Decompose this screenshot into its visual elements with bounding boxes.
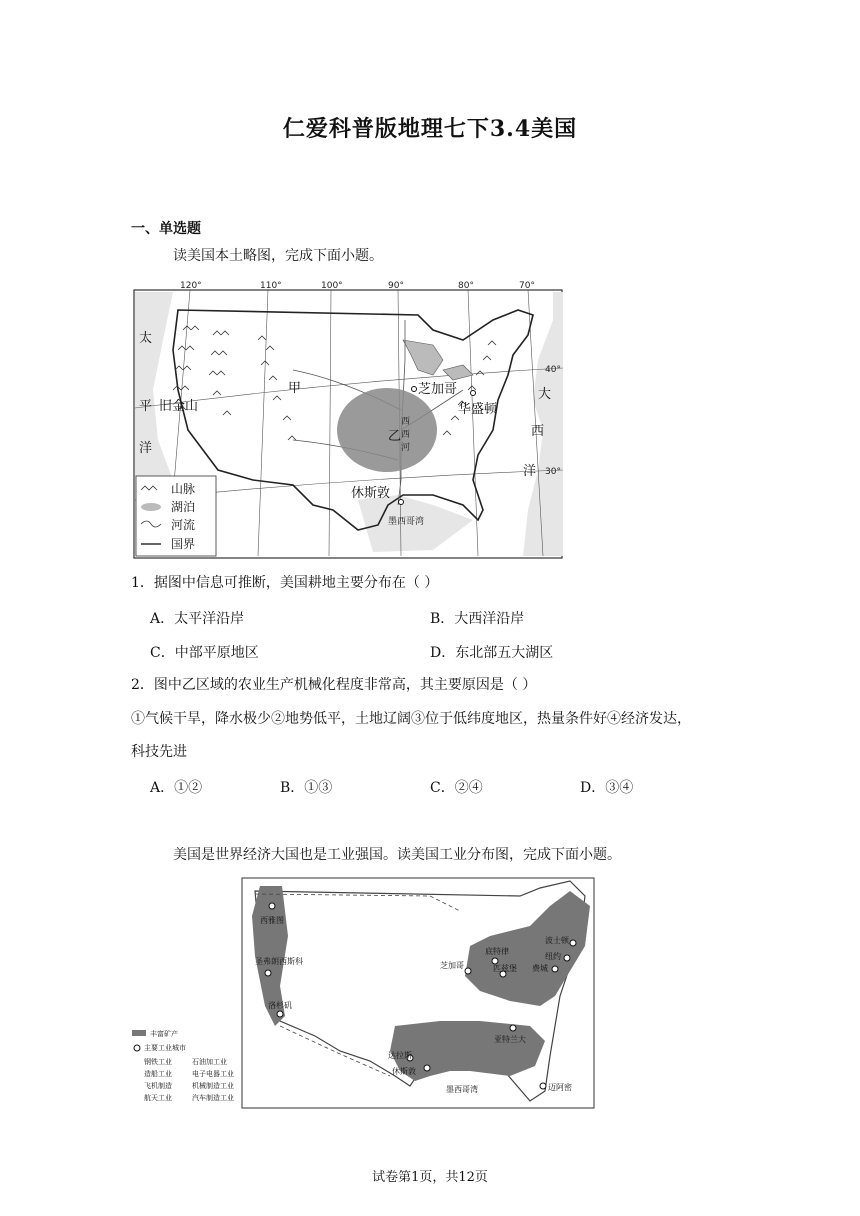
city-philadelphia: 费城: [532, 964, 548, 973]
lon-label-120: 120°: [180, 281, 202, 291]
river-label-3: 河: [401, 443, 411, 453]
river-label-2: 西: [401, 430, 411, 440]
city-houston-2: 休斯敦: [392, 1067, 416, 1076]
legend2-automobile: 汽车制造工业: [192, 1094, 234, 1102]
lon-label-110: 110°: [260, 281, 282, 291]
lon-label-90: 90°: [388, 281, 404, 291]
river-label-1: 西: [401, 417, 411, 427]
intro-text-2: 美国是世界经济大国也是工业强国。读美国工业分布图，完成下面小题。: [173, 847, 621, 863]
city-seattle: 西雅图: [260, 916, 284, 925]
intro-text-1: 读美国本土略图，完成下面小题。: [173, 248, 383, 264]
lon-label-80: 80°: [458, 281, 474, 291]
question-2-line1: ①气候干旱，降水极少②地势低平，土地辽阔③位于低纬度地区，热量条件好④经济发达，: [131, 711, 691, 727]
city-detroit: 底特律: [485, 947, 509, 956]
legend2-city: 主要工业城市: [144, 1044, 186, 1052]
legend2-steel: 钢铁工业: [144, 1058, 172, 1066]
city-boston: 波士顿: [545, 936, 569, 945]
q2-option-b[interactable]: B．①③: [280, 780, 333, 796]
region-jia: 甲: [288, 381, 302, 396]
legend2-oil: 石油加工业: [192, 1058, 227, 1066]
q2-option-a[interactable]: A．①②: [150, 780, 203, 796]
legend2-mineral: 丰富矿产: [150, 1030, 178, 1038]
legend2-city-icon: [134, 1045, 140, 1051]
city-newyork: 纽约: [545, 952, 561, 961]
ocean-pacific-3: 洋: [139, 441, 153, 456]
question-1-stem: 1．据图中信息可推断，美国耕地主要分布在（ ）: [131, 575, 439, 591]
us-physical-map: [133, 280, 565, 560]
city-atlanta: 亚特兰大: [494, 1035, 526, 1044]
city-dallas: 达拉斯: [388, 1051, 412, 1060]
city-losangeles: 洛杉矶: [268, 1001, 292, 1010]
gulf-label: 墨西哥湾: [388, 517, 425, 527]
legend-border: 国界: [171, 537, 196, 551]
legend-lake: 湖泊: [171, 500, 196, 514]
lat-label-40: 40°: [545, 365, 561, 375]
q2-option-c[interactable]: C．②④: [430, 780, 483, 796]
legend2-aircraft: 飞机制造: [144, 1082, 172, 1090]
lon-label-100: 100°: [321, 281, 343, 291]
legend2-mineral-icon: [132, 1030, 146, 1036]
legend-lake-icon: [141, 503, 161, 511]
legend2-machinery: 机械制造工业: [192, 1082, 234, 1090]
region-yi: 乙: [388, 429, 402, 444]
question-2-stem: 2．图中乙区域的农业生产机械化程度非常高，其主要原因是（ ）: [131, 677, 537, 693]
section-heading: 一、单选题: [131, 221, 201, 237]
page-title: 仁爱科普版地理七下3.4美国: [282, 116, 578, 142]
question-2-line2: 科技先进: [131, 744, 187, 760]
q1-option-d[interactable]: D．东北部五大湖区: [430, 645, 554, 661]
ocean-atlantic-1: 大: [538, 387, 552, 402]
legend2-aerospace: 航天工业: [144, 1094, 172, 1102]
gulf-label-2: 墨西哥湾: [446, 1085, 478, 1094]
q1-option-c[interactable]: C．中部平原地区: [150, 645, 259, 661]
city-houston: 休斯敦: [351, 486, 391, 501]
q1-option-b[interactable]: B．大西洋沿岸: [430, 611, 525, 627]
ocean-pacific-2: 平: [139, 399, 153, 414]
lon-label-70: 70°: [519, 281, 535, 291]
lat-label-30: 30°: [545, 467, 561, 477]
ocean-atlantic-2: 西: [531, 424, 545, 439]
city-chicago-2: 芝加哥: [440, 961, 464, 970]
city-miami: 迈阿密: [548, 1083, 572, 1092]
legend2-electronics: 电子电器工业: [192, 1070, 234, 1078]
page-footer: 试卷第1页，共12页: [372, 1170, 488, 1185]
ocean-atlantic-3: 洋: [523, 464, 537, 479]
ocean-pacific-1: 太: [139, 331, 153, 346]
q2-option-d[interactable]: D．③④: [580, 780, 634, 796]
city-chicago: 芝加哥: [418, 382, 458, 397]
city-washington: 华盛顿: [458, 402, 498, 417]
q1-option-a[interactable]: A．太平洋沿岸: [150, 611, 245, 627]
legend-river: 河流: [171, 518, 196, 532]
legend2-shipbuilding: 造船工业: [144, 1070, 172, 1078]
us-industry-map: [130, 876, 596, 1110]
city-sanfrancisco: 旧金山: [159, 399, 199, 414]
city-pittsburgh: 匹兹堡: [493, 964, 517, 973]
legend-mountain: 山脉: [171, 482, 196, 496]
city-sanfrancisco-2: 圣弗朗西斯科: [255, 957, 303, 966]
